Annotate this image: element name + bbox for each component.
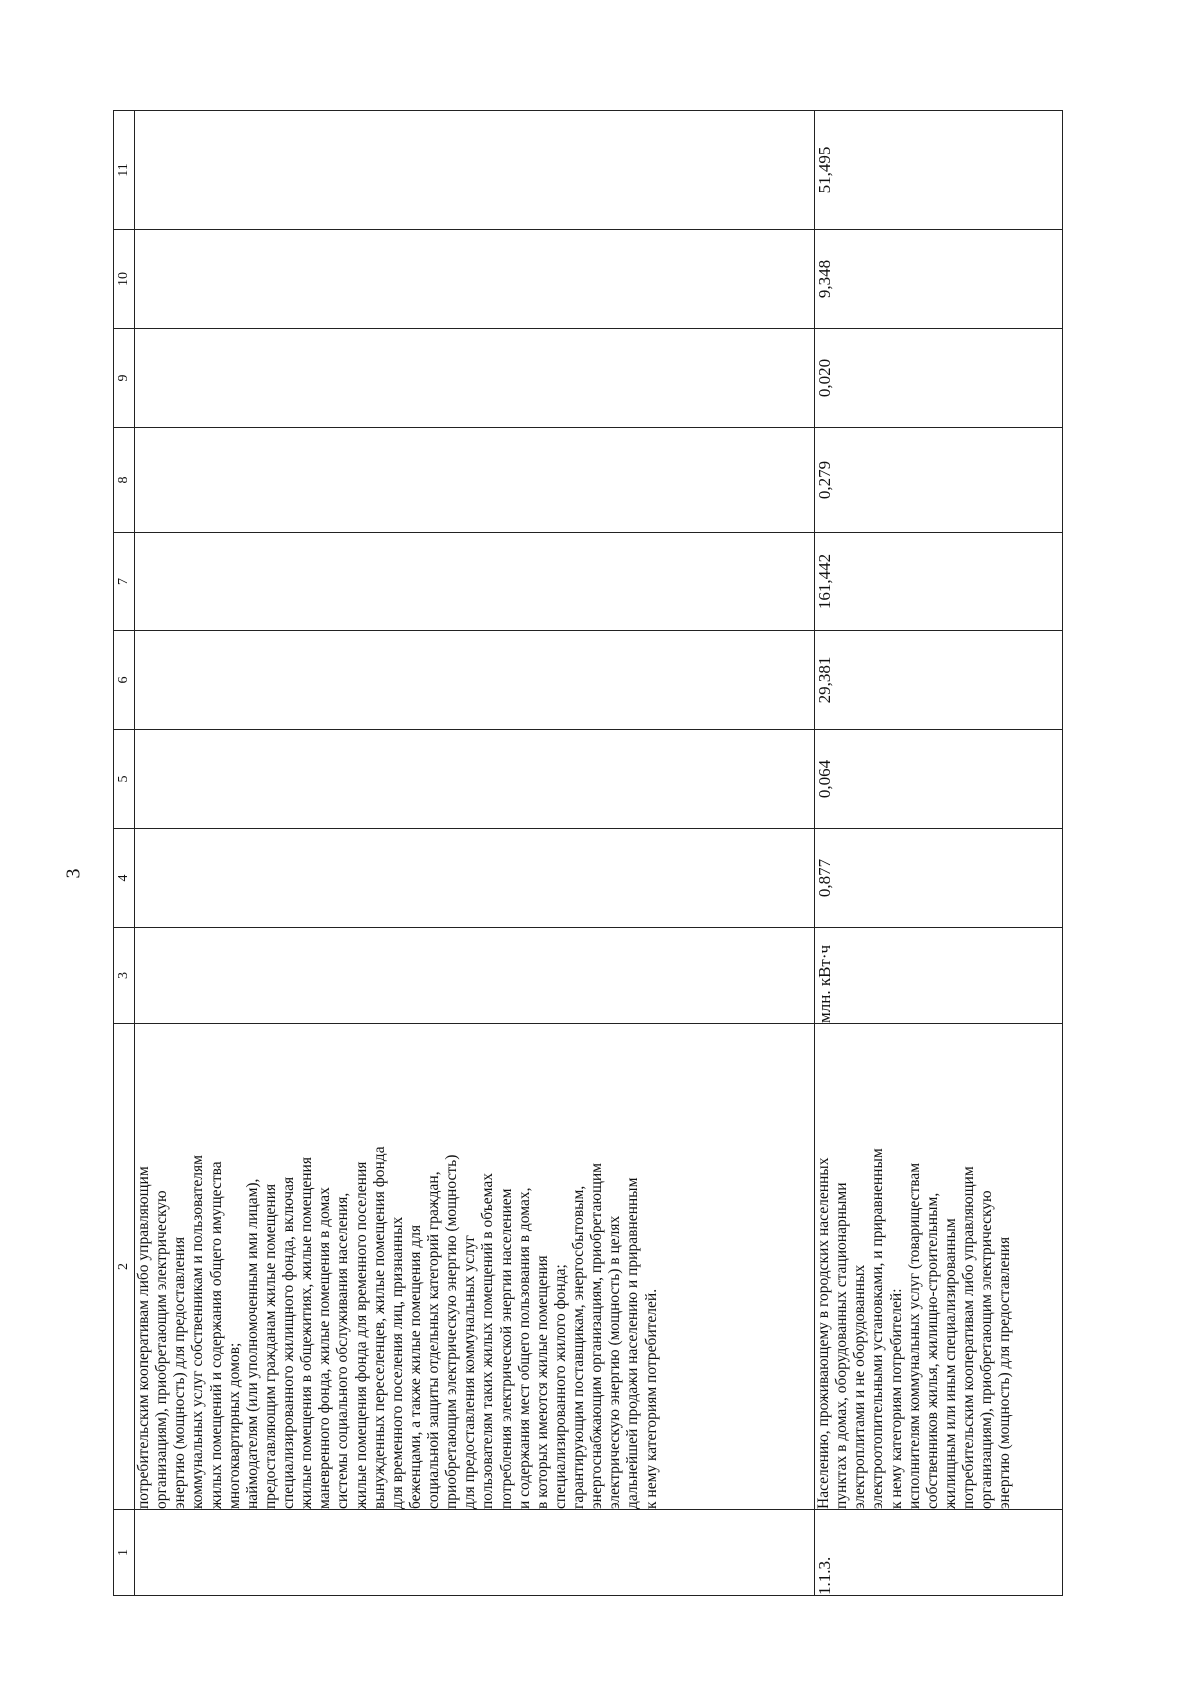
column-header: 9 [114, 329, 135, 428]
table-row [135, 111, 815, 1596]
column-header: 5 [114, 730, 135, 829]
value-cell [135, 631, 815, 730]
row-description-text: Населению, проживающему в городских населенных пунктах в домах, оборудованных стационарными электроплитами и не оборудованных электроотопительными установками, и приравненным к нему категориям потребителей: исполнителям коммунальных услуг (товариществам собственников жилья, жилищно-строительным, жилищным или иным специализированным потребительским кооперативам либо управляющим организациям), приобретающим электрическую энергию (мощность) для предоставления [815, 1148, 1014, 1509]
column-number-row [114, 111, 135, 1596]
value-cell: 0,279 [815, 428, 1063, 533]
value-cell [135, 730, 815, 829]
row-description [815, 1024, 1063, 1510]
value-cell: 9,348 [815, 230, 1063, 329]
value-cell: 0,064 [815, 730, 1063, 829]
column-header: 3 [114, 928, 135, 1024]
column-header: 11 [114, 111, 135, 230]
row-unit [135, 928, 815, 1024]
value-cell: 0,020 [815, 329, 1063, 428]
value-cell [135, 829, 815, 928]
column-header: 10 [114, 230, 135, 329]
table-rotation-wrapper [113, 111, 1063, 1596]
table-row [815, 111, 1063, 1596]
column-header: 7 [114, 533, 135, 631]
row-unit: млн. кВт·ч [815, 928, 1063, 1024]
data-table [113, 110, 1063, 1596]
value-cell: 29,381 [815, 631, 1063, 730]
value-cell [135, 533, 815, 631]
row-index: 1.1.3. [815, 1510, 1063, 1596]
value-cell [135, 230, 815, 329]
row-index [135, 1510, 815, 1596]
row-description [135, 1024, 815, 1510]
row-description-text: потребительским кооперативам либо управляющим организациям), приобретающим электрическую энергию (мощность) для предоставления коммунальных услуг собственникам и пользователям жилых помещений и содержания общего имущества многоквартирных домов; наймодателям (или уполномоченным ими лицам), предоставляющим гражданам жилые помещения специализированного жилищного фонда, включая жилые помещения в общежитиях, жилые помещения маневренного фонда, жилые помещения в домах системы социального обслуживания населения, жилые помещения фонда для временного поселения вынужденных переселенцев, жилые помещения фонда для временного поселения лиц, признанных беженцами, а также жилые помещения для социальной защиты отдельных категорий граждан, приобретающим электрическую энергию (мощность) для предоставления коммунальных услуг пользователям таких жилых помещений в объемах потребления электрической энергии населением и содержания мест общего пользования в домах, в которых имеются жилые помещения специализированного жилого фонда; гарантирующим поставщикам, энергосбытовым, энергоснабжающим организациям, приобретающим электрическую энергию (мощность) в целях дальнейшей продажи населению и приравненным к нему категориям потребителей. [135, 1146, 660, 1509]
value-cell [135, 111, 815, 230]
page-number: 3 [62, 868, 85, 879]
column-header: 2 [114, 1024, 135, 1510]
value-cell: 0,877 [815, 829, 1063, 928]
column-header: 4 [114, 829, 135, 928]
column-header: 1 [114, 1510, 135, 1596]
column-header: 6 [114, 631, 135, 730]
value-cell [135, 428, 815, 533]
value-cell [135, 329, 815, 428]
value-cell: 161,442 [815, 533, 1063, 631]
value-cell: 51,495 [815, 111, 1063, 230]
column-header: 8 [114, 428, 135, 533]
